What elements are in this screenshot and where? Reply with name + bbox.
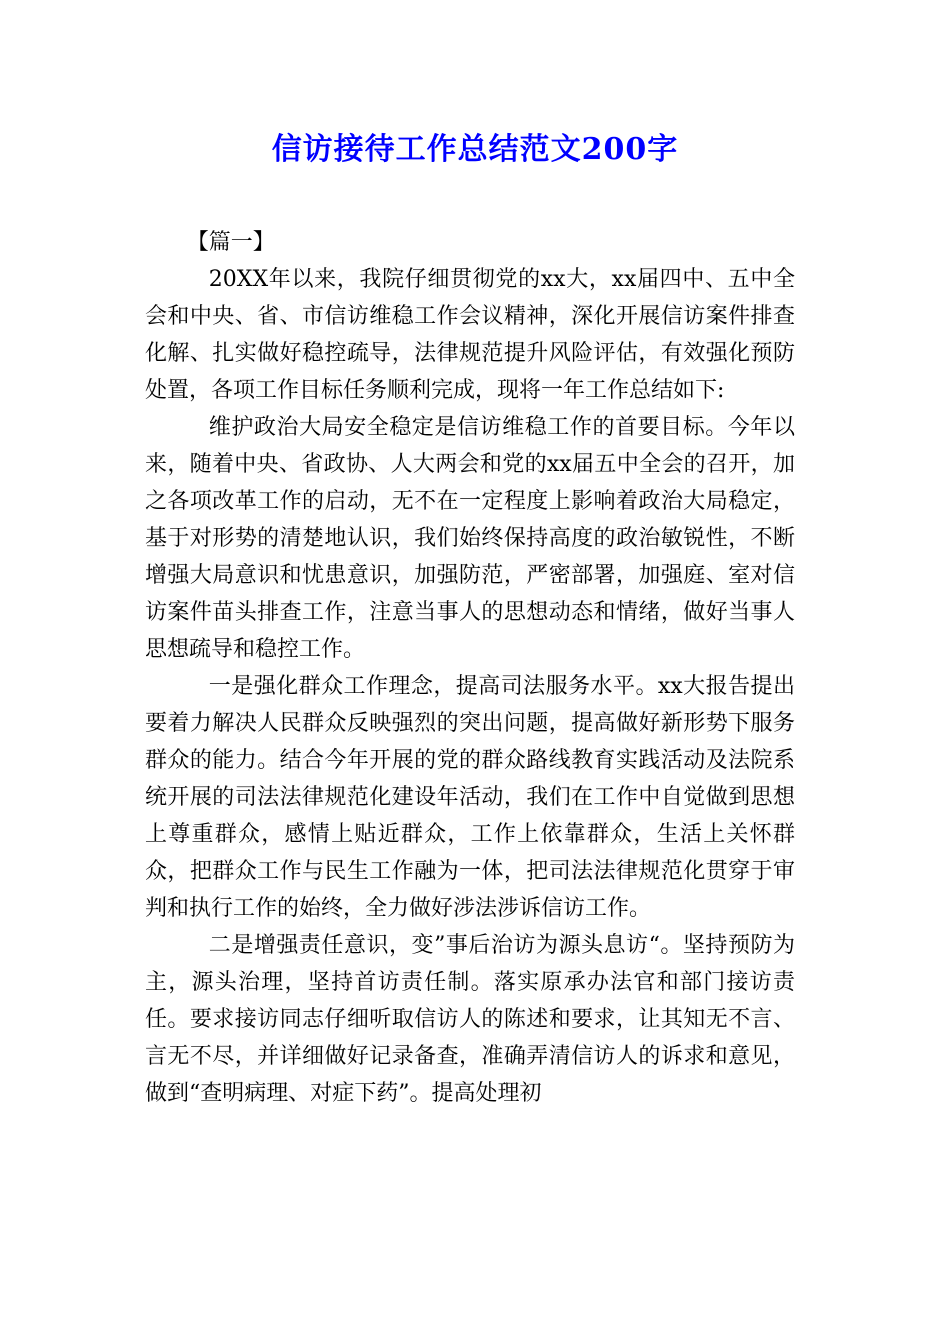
- section-label: 【篇一】: [186, 230, 275, 255]
- document-body: [145, 224, 795, 1112]
- paragraph-intro: 20XX年以来，我院仔细贯彻党的xx大，xx届四中、五中全会和中央、省、市信访维稳工作会议精神，深化开展信访案件排查化解、扎实做好稳控疏导，法律规范提升风险评估，有效强化预防处置，各项工作目标任务顺利完成，现将一年工作总结如下:: [145, 267, 795, 403]
- document-title: 信访接待工作总结范文200字: [271, 132, 679, 167]
- paragraph-point-two: 二是增强责任意识，变”事后治访为源头息访“。坚持预防为主，源头治理，坚持首访责任制。落实原承办法官和部门接访责任。要求接访同志仔细听取信访人的陈述和要求，让其知无不言、言无不尽，并详细做好记录备查，准确弄清信访人的诉求和意见，做到“查明病理、对症下药”。提高处理初: [145, 933, 795, 1106]
- paragraph-point-one: 一是强化群众工作理念，提高司法服务水平。xx大报告提出要着力解决人民群众反映强烈的突出问题，提高做好新形势下服务群众的能力。结合今年开展的党的群众路线教育实践活动及法院系统开展的司法法律规范化建设年活动，我们在工作中自觉做到思想上尊重群众，感情上贴近群众，工作上依靠群众，生活上关怀群众，把群众工作与民生工作融为一体，把司法法律规范化贯穿于审判和执行工作的始终，全力做好涉法涉诉信访工作。: [145, 674, 795, 921]
- paragraph-stability: 维护政治大局安全稳定是信访维稳工作的首要目标。今年以来，随着中央、省政协、人大两会和党的xx届五中全会的召开，加之各项改革工作的启动，无不在一定程度上影响着政治大局稳定，基于对形势的清楚地认识，我们始终保持高度的政治敏锐性，不断增强大局意识和忧患意识，加强防范，严密部署，加强庭、室对信访案件苗头排查工作，注意当事人的思想动态和情绪，做好当事人思想疏导和稳控工作。: [145, 415, 795, 662]
